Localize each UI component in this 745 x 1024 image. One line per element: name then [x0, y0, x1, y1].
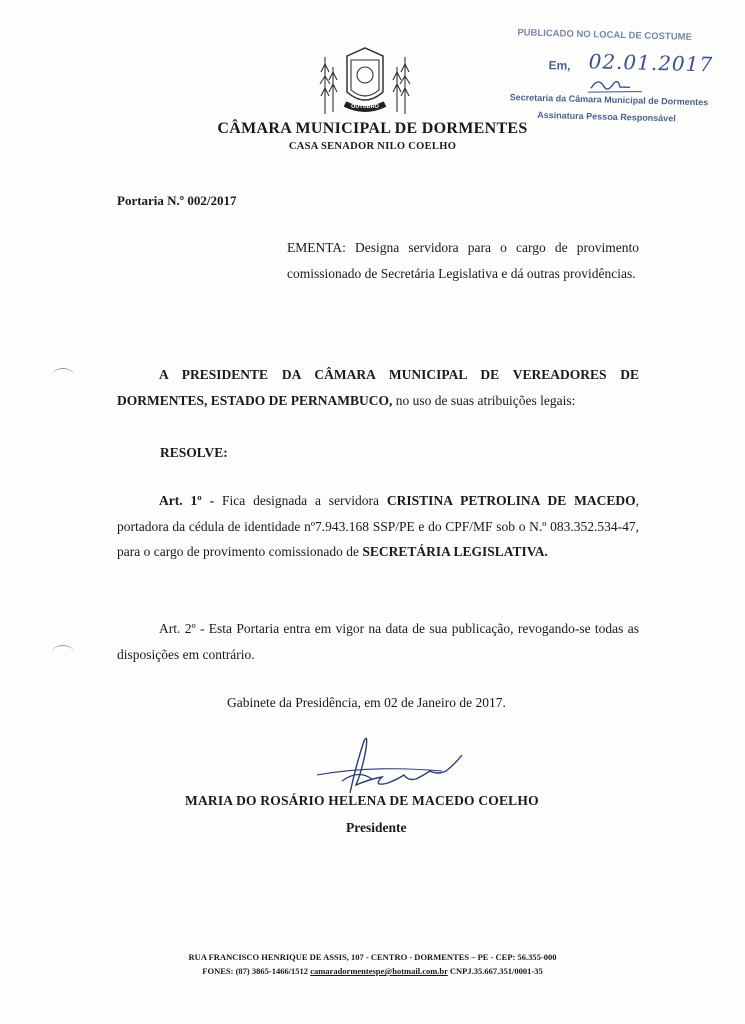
punch-hole-mark	[52, 645, 74, 660]
stamp-date-label: Em,	[548, 58, 571, 73]
stamp-department: Secretaria da Câmara Municipal de Dormentes	[509, 92, 709, 108]
footer-address: RUA FRANCISCO HENRIQUE DE ASSIS, 107 - CENTRO - DORMENTES – PE - CEP: 56.355-000	[188, 952, 557, 962]
crest-motto: OUTUBRO	[351, 104, 379, 110]
resolve-heading: RESOLVE:	[160, 445, 228, 460]
footer-contacts	[0, 966, 745, 976]
footer-phones: FONES: (87) 3865-1466/1512	[202, 966, 311, 976]
chamber-title: CÂMARA MUNICIPAL DE DORMENTES	[217, 120, 528, 137]
ementa-text: EMENTA: Designa servidora para o cargo de provimento comissionado de Secretária Legislativa e dá outras providências.	[287, 240, 639, 281]
publication-stamp	[507, 27, 732, 148]
article-1-label: Art. 1º -	[159, 493, 215, 508]
article-1-text-b: , portadora da cédula de identidade nº7.943.168 SSP/PE e do CPF/MF sob o N.º 083.352.534-47, para o cargo de provimento comissionado de	[117, 493, 639, 559]
chamber-subtitle: CASA SENADOR NILO COELHO	[288, 141, 457, 152]
footer-email-link[interactable]: camaradormentespe@hotmail.com.br	[310, 966, 448, 976]
stamp-heading: PUBLICADO NO LOCAL DE COSTUME	[517, 27, 693, 43]
article-1-paragraph	[117, 488, 639, 565]
article-2-paragraph: Art. 2º - Esta Portaria entra em vigor na data de sua publicação, revogando-se todas as disposições em contrário.	[117, 621, 639, 662]
intro-bold-text: A PRESIDENTE DA CÂMARA MUNICIPAL DE VEREADORES DE DORMENTES, ESTADO DE PERNAMBUCO,	[117, 367, 639, 408]
footer-cnpj: CNPJ.35.667.351/0001-35	[447, 966, 543, 976]
intro-rest-text: no uso de suas atribuições legais:	[392, 392, 576, 408]
appointee-name: CRISTINA PETROLINA DE MACEDO	[386, 493, 636, 508]
signer-name: MARIA DO ROSÁRIO HELENA DE MACEDO COELHO	[185, 793, 539, 808]
stamp-date: 02.01.2017	[588, 49, 714, 77]
signer-role: Presidente	[346, 820, 407, 835]
article-1-text-a: Fica designada a servidora	[214, 493, 387, 508]
stamp-signature-caption: Assinatura Pessoa Responsável	[537, 109, 676, 124]
appointed-role: SECRETÁRIA LEGISLATIVA.	[362, 544, 548, 559]
portaria-number: Portaria N.º 002/2017	[117, 193, 237, 208]
municipal-crest-icon	[315, 42, 415, 120]
handwritten-signature-icon	[312, 735, 472, 797]
intro-paragraph	[117, 362, 639, 413]
punch-hole-mark	[52, 368, 74, 383]
place-date-line: Gabinete da Presidência, em 02 de Janeiro de 2017.	[227, 695, 506, 710]
